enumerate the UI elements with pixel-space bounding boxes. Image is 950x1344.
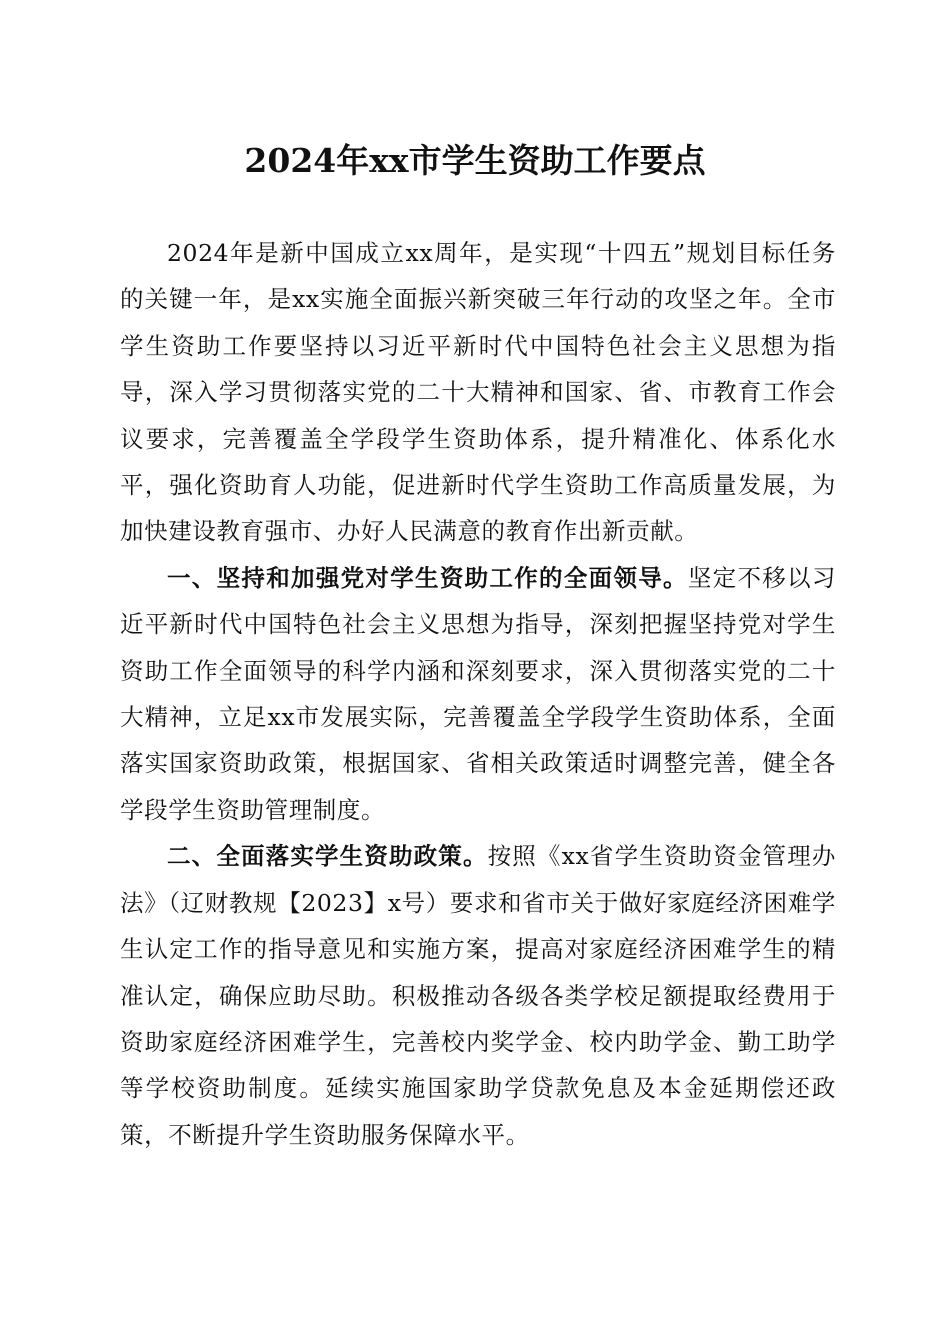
- section-paragraph-1: [120, 555, 836, 833]
- document-title: 2024年xx市学生资助工作要点: [244, 141, 706, 180]
- section-heading-1: 一、坚持和加强党对学生资助工作的全面领导。: [167, 563, 688, 592]
- section-text-2: 按照《xx省学生资助资金管理办法》（辽财教规【2023】x号）要求和省市关于做好家庭经济困难学生认定工作的指导意见和实施方案，提高对家庭经济困难学生的精准认定，确保应助尽助。积极推动各级各类学校足额提取经费用于资助家庭经济困难学生，完善校内奖学金、校内助学金、勤工助学等学校资助制度。延续实施国家助学贷款免息及本金延期偿还政策，不断提升学生资助服务保障水平。: [120, 842, 836, 1149]
- intro-paragraph: 2024年是新中国成立xx周年，是实现“十四五”规划目标任务的关键一年，是xx实施全面振兴新突破三年行动的攻坚之年。全市学生资助工作要坚持以习近平新时代中国特色社会主义思想为指导，深入学习贯彻落实党的二十大精神和国家、省、市教育工作会议要求，完善覆盖全学段学生资助体系，提升精准化、体系化水平，强化资助育人功能，促进新时代学生资助工作高质量发展，为加快建设教育强市、办好人民满意的教育作出新贡献。: [120, 239, 836, 546]
- document-body: [120, 230, 836, 1158]
- section-text-1: 坚定不移以习近平新时代中国特色社会主义思想为指导，深刻把握坚持党对学生资助工作全面领导的科学内涵和深刻要求，深入贯彻落实党的二十大精神，立足xx市发展实际，完善覆盖全学段学生资助体系，全面落实国家资助政策，根据国家、省相关政策适时调整完善，健全各学段学生资助管理制度。: [120, 563, 836, 824]
- section-paragraph-2: [120, 833, 836, 1158]
- section-heading-2: 二、全面落实学生资助政策。: [167, 842, 488, 871]
